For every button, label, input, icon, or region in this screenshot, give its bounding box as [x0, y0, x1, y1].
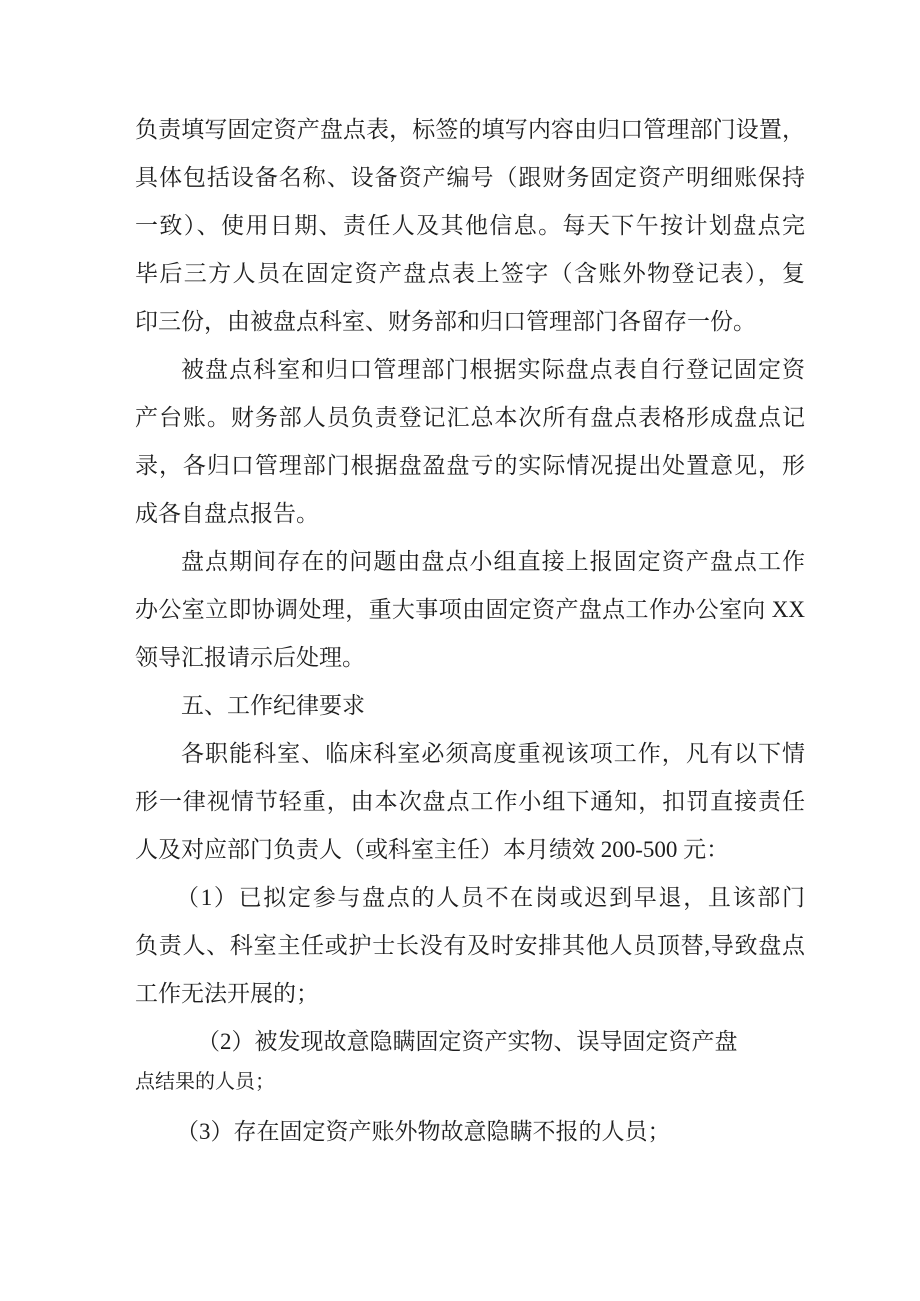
text-line: 被盘点科室和归口管理部门根据实际盘点表自行登记固定资 [181, 357, 805, 382]
text-line: 成各自盘点报告。 [135, 501, 319, 526]
text-line: 人及对应部门负责人（或科室主任）本月绩效 200-500 元： [135, 837, 730, 862]
text-line: 各职能科室、临床科室必须高度重视该项工作，凡有以下情 [181, 741, 805, 766]
text-line: 领导汇报请示后处理。 [135, 645, 365, 670]
section-heading: 五、工作纪律要求 [181, 693, 365, 718]
paragraph-ledger-registration [135, 346, 805, 538]
text-line: 一致）、使用日期、责任人及其他信息。每天下午按计划盘点完 [135, 213, 805, 238]
text-line: 点结果的人员； [135, 1071, 275, 1093]
text-line: （3）存在固定资产账外物故意隐瞒不报的人员； [176, 1119, 671, 1144]
text-line: 工作无法开展的； [135, 981, 319, 1006]
paragraph-discipline-intro [135, 730, 805, 874]
paragraph-asset-labeling-continuation [135, 106, 805, 346]
text-line: （2）被发现故意隐瞒固定资产实物、误导固定资产盘 [197, 1029, 738, 1054]
text-line: 录，各归口管理部门根据盘盈盘亏的实际情况提出处置意见，形 [135, 453, 805, 478]
list-item-2 [135, 1018, 805, 1099]
text-line: 毕后三方人员在固定资产盘点表上签字（含账外物登记表），复 [135, 261, 805, 286]
text-line: 盘点期间存在的问题由盘点小组直接上报固定资产盘点工作 [181, 549, 805, 574]
heading-work-discipline [135, 682, 805, 730]
list-item-1 [135, 874, 805, 1018]
text-line: 具体包括设备名称、设备资产编号（跟财务固定资产明细账保持 [135, 165, 805, 190]
text-line: 负责人、科室主任或护士长没有及时安排其他人员顶替,导致盘点 [135, 933, 805, 958]
text-line: 印三份，由被盘点科室、财务部和归口管理部门各留存一份。 [135, 309, 756, 334]
text-line: 产台账。财务部人员负责登记汇总本次所有盘点表格形成盘点记 [135, 405, 805, 430]
paragraph-issue-escalation [135, 538, 805, 682]
text-line: 办公室立即协调处理，重大事项由固定资产盘点工作办公室向 XX [135, 597, 805, 622]
text-line: 负责填写固定资产盘点表，标签的填写内容由归口管理部门设置， [135, 117, 805, 142]
text-line: （1）已拟定参与盘点的人员不在岗或迟到早退，且该部门 [176, 885, 805, 910]
text-line: 形一律视情节轻重，由本次盘点工作小组下通知，扣罚直接责任 [135, 789, 805, 814]
list-item-3 [135, 1108, 805, 1156]
